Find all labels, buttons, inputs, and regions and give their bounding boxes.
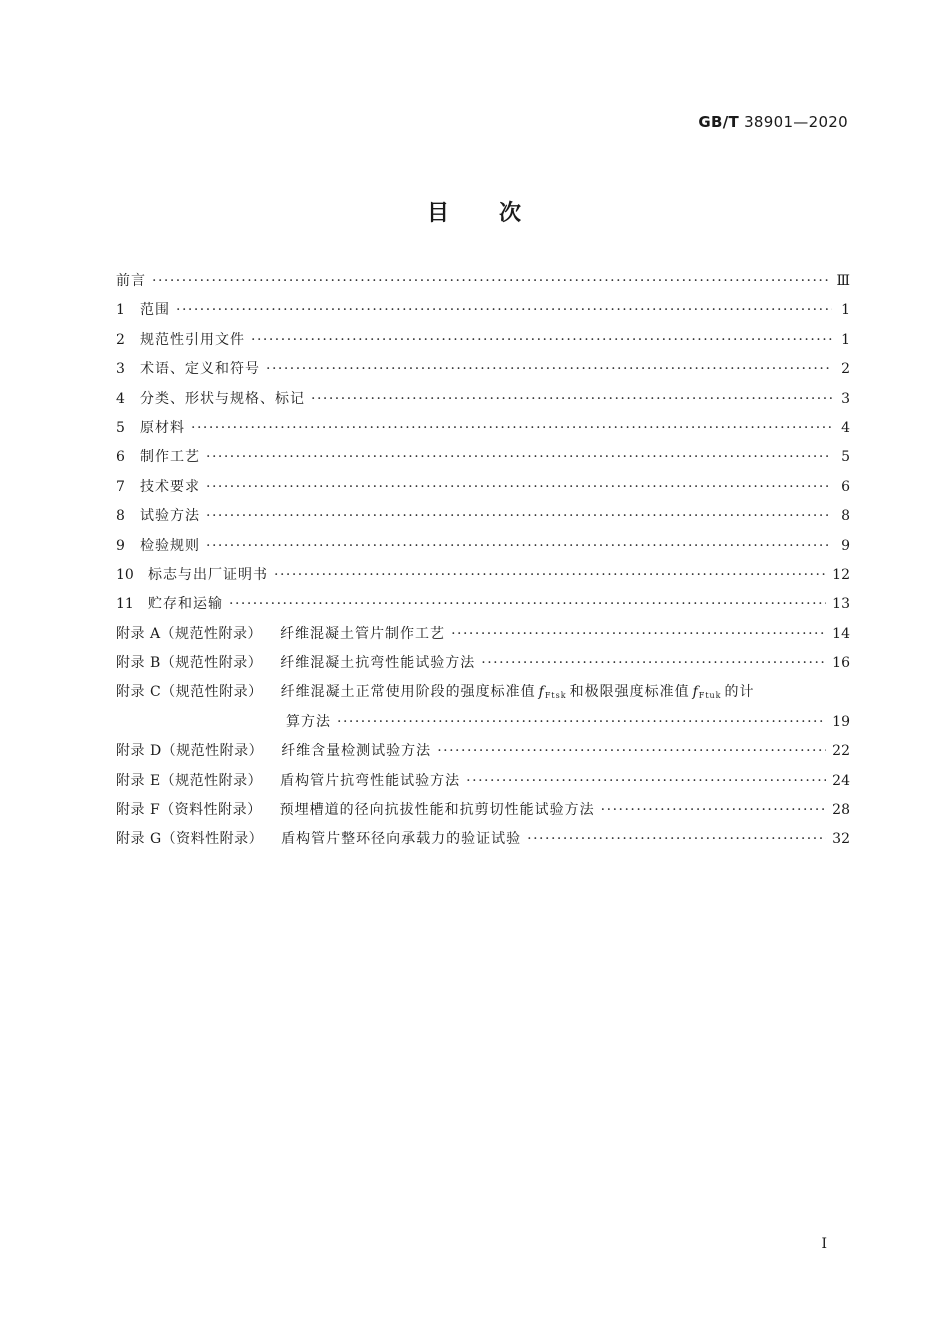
toc-label: 贮存和运输 — [148, 596, 223, 613]
toc-entry-1[interactable] — [116, 299, 850, 328]
page-title — [0, 196, 950, 227]
appendix-id: 附录 F（资料性附录） — [116, 802, 262, 819]
toc-label: 检验规则 — [140, 537, 200, 554]
leader-dots — [451, 626, 826, 642]
leader-dots — [527, 831, 826, 847]
page-number: Ⅰ — [821, 1236, 827, 1252]
toc-appendix-g[interactable] — [116, 828, 850, 857]
appendix-title: 盾构管片抗弯性能试验方法 — [280, 772, 461, 789]
toc-page: 22 — [832, 743, 850, 760]
toc-entry-8[interactable] — [116, 505, 850, 534]
toc-page: 2 — [841, 361, 850, 378]
toc-entry-9[interactable] — [116, 535, 850, 564]
toc-label: 前言 — [116, 273, 146, 289]
toc-label: 规范性引用文件 — [140, 331, 245, 348]
toc-appendix-c[interactable] — [116, 681, 850, 710]
toc-appendix-a[interactable] — [116, 623, 850, 652]
toc-appendix-d[interactable] — [116, 740, 850, 769]
toc-appendix-b[interactable] — [116, 652, 850, 681]
toc-page: 6 — [841, 478, 850, 495]
toc-page: 13 — [832, 596, 850, 613]
toc-number: 7 — [116, 478, 125, 495]
appendix-id: 附录 E（规范性附录） — [116, 772, 263, 789]
appendix-id: 附录 A（规范性附录） — [116, 625, 263, 642]
toc-label: 原材料 — [140, 419, 185, 436]
toc-page: 24 — [832, 772, 850, 789]
standard-code — [698, 113, 848, 131]
toc-number: 5 — [116, 419, 125, 436]
toc-entry-6[interactable] — [116, 446, 850, 475]
subscript-ftuk: Ftuk — [698, 691, 722, 701]
toc-page: 8 — [841, 508, 850, 525]
standard-prefix: GB/T — [698, 113, 740, 131]
leader-dots — [601, 802, 827, 818]
toc-label: 制作工艺 — [140, 449, 200, 466]
toc-label: 分类、形状与规格、标记 — [140, 390, 305, 407]
toc-appendix-e[interactable] — [116, 770, 850, 799]
toc-number: 11 — [116, 596, 134, 613]
leader-dots — [266, 361, 832, 377]
leader-dots — [206, 479, 832, 495]
leader-dots — [466, 773, 826, 789]
leader-dots — [206, 538, 832, 554]
toc-page: 9 — [841, 537, 850, 554]
appendix-title: 纤维混凝土管片制作工艺 — [280, 625, 446, 642]
leader-dots — [251, 332, 832, 348]
appendix-title-continued: 算方法 — [286, 713, 331, 730]
toc-entry-10[interactable] — [116, 564, 850, 593]
leader-dots — [206, 508, 832, 524]
appendix-id: 附录 G（资料性附录） — [116, 831, 264, 848]
toc-entry-5[interactable] — [116, 417, 850, 446]
toc-label: 技术要求 — [140, 478, 200, 495]
appendix-title-part3: 的计 — [724, 684, 755, 701]
toc-page: 1 — [841, 302, 850, 319]
toc-entry-2[interactable] — [116, 329, 850, 358]
appendix-title: 预埋槽道的径向抗拔性能和抗剪切性能试验方法 — [279, 802, 595, 819]
toc-page: 28 — [832, 802, 850, 819]
toc-page: Ⅲ — [836, 273, 850, 289]
toc-page: 1 — [841, 331, 850, 348]
toc-appendix-c-continued[interactable] — [116, 711, 850, 740]
appendix-title: 盾构管片整环径向承载力的验证试验 — [281, 831, 522, 848]
toc-number: 10 — [116, 566, 134, 583]
toc-page: 19 — [832, 713, 850, 730]
toc-page: 5 — [841, 449, 850, 466]
symbol-f: $f_{Ftuk}$ — [692, 684, 722, 701]
appendix-title-part2: 和极限强度标准值 — [569, 684, 690, 701]
leader-dots — [311, 391, 832, 407]
toc-entry-foreword[interactable] — [116, 270, 850, 299]
toc-page: 32 — [832, 831, 850, 848]
title-char-2: 次 — [499, 201, 524, 226]
appendix-title — [281, 681, 755, 701]
leader-dots — [206, 449, 832, 465]
toc-number: 4 — [116, 390, 125, 407]
leader-dots — [274, 567, 826, 583]
appendix-id: 附录 B（规范性附录） — [116, 655, 263, 672]
title-char-1: 目 — [426, 201, 451, 226]
toc-entry-7[interactable] — [116, 476, 850, 505]
appendix-title: 纤维混凝土抗弯性能试验方法 — [280, 655, 476, 672]
toc-number: 6 — [116, 449, 125, 466]
leader-dots — [481, 655, 826, 671]
leader-dots — [176, 302, 832, 318]
appendix-id: 附录 C（规范性附录） — [116, 684, 263, 701]
toc-number: 9 — [116, 537, 125, 554]
toc-number: 3 — [116, 361, 125, 378]
subscript-ftsk: Ftsk — [544, 691, 567, 701]
symbol-f: $f_{Ftsk}$ — [538, 684, 567, 701]
appendix-title: 纤维含量检测试验方法 — [281, 743, 432, 760]
toc-page: 16 — [832, 655, 850, 672]
toc-page: 14 — [832, 625, 850, 642]
toc-number: 8 — [116, 508, 125, 525]
leader-dots — [437, 743, 826, 759]
standard-number: 38901—2020 — [744, 113, 848, 131]
toc-page: 12 — [832, 566, 850, 583]
toc-label: 标志与出厂证明书 — [148, 566, 268, 583]
toc-page: 4 — [841, 419, 850, 436]
toc-number: 2 — [116, 331, 125, 348]
appendix-id: 附录 D（规范性附录） — [116, 743, 264, 760]
appendix-title-part1: 纤维混凝土正常使用阶段的强度标准值 — [280, 684, 536, 701]
toc-entry-4[interactable] — [116, 388, 850, 417]
toc-label: 试验方法 — [140, 508, 200, 525]
toc-entry-11[interactable] — [116, 593, 850, 622]
leader-dots — [191, 420, 832, 436]
toc-page: 3 — [841, 390, 850, 407]
toc-label: 术语、定义和符号 — [140, 361, 260, 378]
table-of-contents — [116, 270, 850, 858]
toc-entry-3[interactable] — [116, 358, 850, 387]
toc-appendix-f[interactable] — [116, 799, 850, 828]
leader-dots — [152, 273, 830, 289]
toc-label: 范围 — [140, 302, 170, 319]
leader-dots — [337, 714, 826, 730]
toc-number: 1 — [116, 302, 125, 319]
leader-dots — [229, 596, 826, 612]
